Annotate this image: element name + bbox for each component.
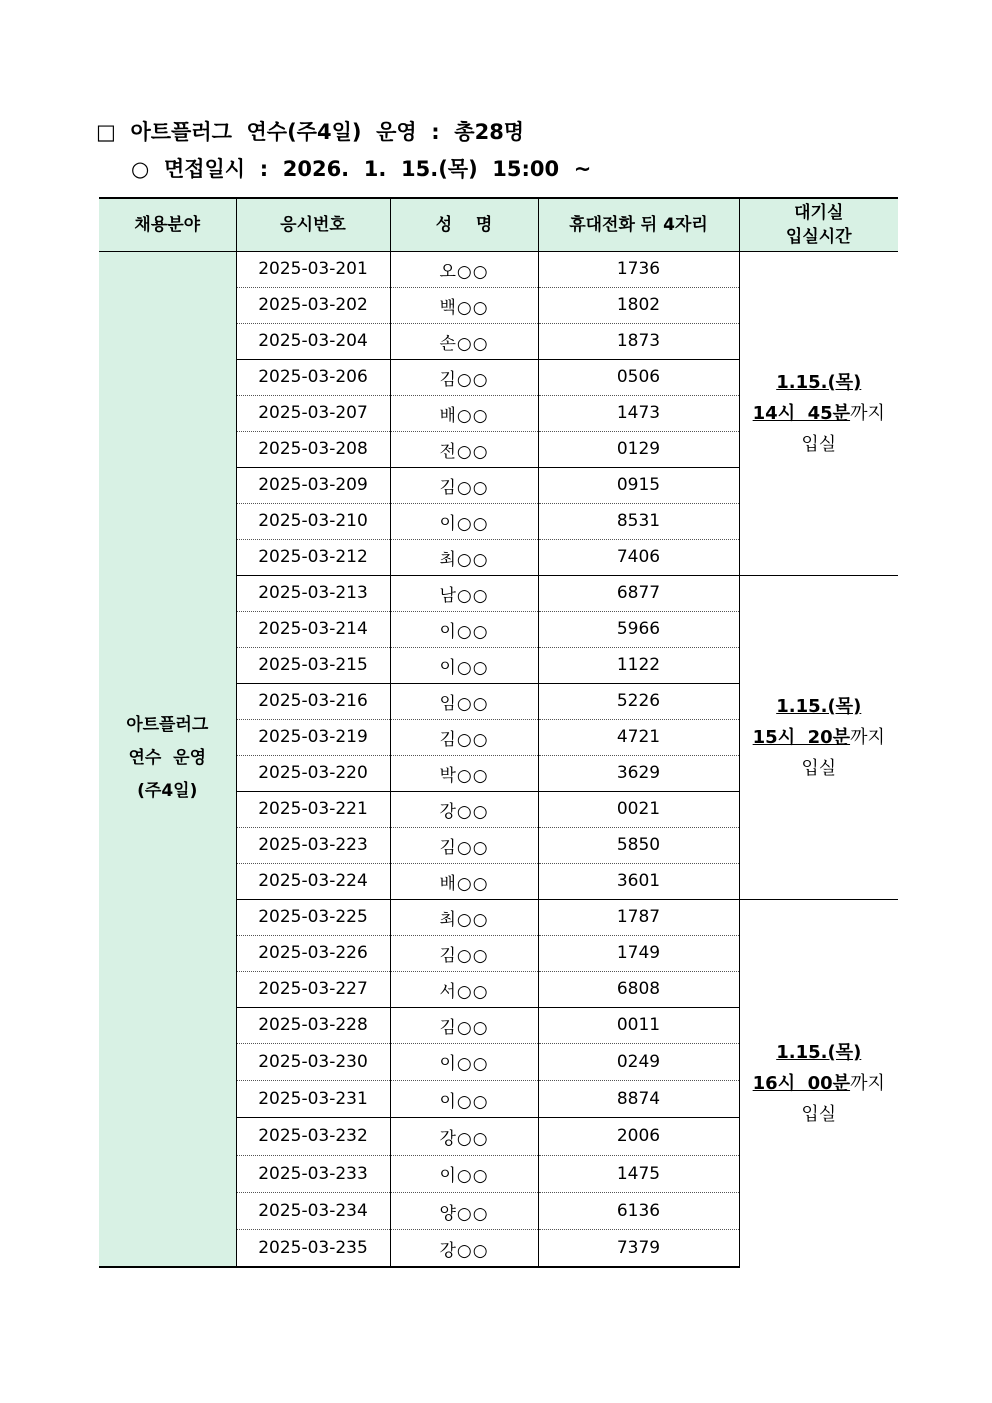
- phone-last4: 1475: [538, 1155, 739, 1192]
- header-phone: 휴대전화 뒤 4자리: [538, 198, 739, 251]
- applicant-name: 남○○: [390, 575, 538, 611]
- entry-suffix: 까지: [850, 402, 885, 424]
- phone-last4: 1787: [538, 899, 739, 935]
- phone-last4: 3629: [538, 755, 739, 791]
- applicant-name: 백○○: [390, 287, 538, 323]
- applicant-name: 전○○: [390, 431, 538, 467]
- entry-time-cell: [739, 899, 898, 1267]
- field-line1: 아트플러그: [126, 715, 209, 736]
- phone-last4: 6136: [538, 1193, 739, 1230]
- applicant-name: 강○○: [390, 1230, 538, 1267]
- applicant-name: 김○○: [390, 827, 538, 863]
- entry-date: 1.15.(목): [776, 695, 862, 717]
- phone-last4: 8874: [538, 1080, 739, 1117]
- phone-last4: 5966: [538, 611, 739, 647]
- table-header-row: [99, 198, 898, 251]
- applicant-number: 2025-03-219: [236, 719, 390, 755]
- applicant-number: 2025-03-208: [236, 431, 390, 467]
- table-body: [99, 251, 898, 1267]
- applicant-number: 2025-03-201: [236, 251, 390, 287]
- field-line3: (주4일): [137, 781, 198, 802]
- phone-last4: 0915: [538, 467, 739, 503]
- applicant-name: 배○○: [390, 395, 538, 431]
- applicant-number: 2025-03-202: [236, 287, 390, 323]
- applicant-number: 2025-03-225: [236, 899, 390, 935]
- applicant-number: 2025-03-235: [236, 1230, 390, 1267]
- applicant-name: 강○○: [390, 1118, 538, 1155]
- entry-time-cell: [739, 251, 898, 575]
- entry-date: 1.15.(목): [776, 1041, 862, 1063]
- entry-time-cell: [739, 575, 898, 899]
- phone-last4: 0129: [538, 431, 739, 467]
- applicant-name: 김○○: [390, 1007, 538, 1043]
- applicant-number: 2025-03-228: [236, 1007, 390, 1043]
- phone-last4: 6808: [538, 971, 739, 1007]
- header-number: 응시번호: [236, 198, 390, 251]
- phone-last4: 0249: [538, 1043, 739, 1080]
- applicant-number: 2025-03-226: [236, 935, 390, 971]
- phone-last4: 1736: [538, 251, 739, 287]
- applicant-number: 2025-03-210: [236, 503, 390, 539]
- applicant-name: 이○○: [390, 611, 538, 647]
- header-entry-line2: 입실시간: [785, 226, 852, 247]
- applicant-name: 양○○: [390, 1193, 538, 1230]
- applicant-name: 임○○: [390, 683, 538, 719]
- phone-last4: 0021: [538, 791, 739, 827]
- entry-time: 16시 00분: [752, 1072, 851, 1094]
- applicant-number: 2025-03-220: [236, 755, 390, 791]
- phone-last4: 1802: [538, 287, 739, 323]
- applicant-number: 2025-03-227: [236, 971, 390, 1007]
- phone-last4: 8531: [538, 503, 739, 539]
- applicant-name: 김○○: [390, 359, 538, 395]
- section-title: □ 아트플러그 연수(주4일) 운영 : 총28명: [96, 120, 525, 144]
- applicant-name: 최○○: [390, 539, 538, 575]
- entry-time: 14시 45분: [752, 402, 851, 424]
- entry-note: 입실: [801, 1103, 837, 1125]
- entry-time: 15시 20분: [752, 726, 851, 748]
- table-row: [99, 251, 898, 287]
- phone-last4: 7406: [538, 539, 739, 575]
- applicant-number: 2025-03-230: [236, 1043, 390, 1080]
- applicant-number: 2025-03-223: [236, 827, 390, 863]
- phone-last4: 2006: [538, 1118, 739, 1155]
- applicant-name: 오○○: [390, 251, 538, 287]
- entry-note: 입실: [801, 757, 837, 779]
- applicant-number: 2025-03-214: [236, 611, 390, 647]
- applicant-name: 이○○: [390, 1080, 538, 1117]
- applicant-number: 2025-03-221: [236, 791, 390, 827]
- entry-suffix: 까지: [850, 1072, 885, 1094]
- applicant-table: [99, 197, 898, 1268]
- applicant-name: 서○○: [390, 971, 538, 1007]
- header-name: 성 명: [390, 198, 538, 251]
- applicant-number: 2025-03-209: [236, 467, 390, 503]
- applicant-number: 2025-03-233: [236, 1155, 390, 1192]
- field-line2: 연수 운영: [128, 748, 207, 769]
- applicant-name: 김○○: [390, 467, 538, 503]
- applicant-number: 2025-03-216: [236, 683, 390, 719]
- applicant-name: 이○○: [390, 1043, 538, 1080]
- applicant-name: 김○○: [390, 935, 538, 971]
- phone-last4: 1749: [538, 935, 739, 971]
- phone-last4: 6877: [538, 575, 739, 611]
- phone-last4: 1873: [538, 323, 739, 359]
- phone-last4: 3601: [538, 863, 739, 899]
- phone-last4: 5226: [538, 683, 739, 719]
- phone-last4: 1122: [538, 647, 739, 683]
- applicant-number: 2025-03-234: [236, 1193, 390, 1230]
- phone-last4: 0011: [538, 1007, 739, 1043]
- applicant-number: 2025-03-232: [236, 1118, 390, 1155]
- applicant-number: 2025-03-204: [236, 323, 390, 359]
- entry-note: 입실: [801, 433, 837, 455]
- phone-last4: 7379: [538, 1230, 739, 1267]
- applicant-name: 김○○: [390, 719, 538, 755]
- applicant-number: 2025-03-207: [236, 395, 390, 431]
- applicant-name: 박○○: [390, 755, 538, 791]
- entry-suffix: 까지: [850, 726, 885, 748]
- applicant-number: 2025-03-215: [236, 647, 390, 683]
- phone-last4: 4721: [538, 719, 739, 755]
- interview-datetime: ○ 면접일시 : 2026. 1. 15.(목) 15:00 ~: [131, 157, 592, 181]
- phone-last4: 0506: [538, 359, 739, 395]
- applicant-name: 최○○: [390, 899, 538, 935]
- field-cell: [99, 251, 236, 1267]
- applicant-number: 2025-03-206: [236, 359, 390, 395]
- applicant-number: 2025-03-224: [236, 863, 390, 899]
- applicant-name: 이○○: [390, 647, 538, 683]
- entry-date: 1.15.(목): [776, 371, 862, 393]
- applicant-number: 2025-03-212: [236, 539, 390, 575]
- applicant-name: 손○○: [390, 323, 538, 359]
- applicant-name: 배○○: [390, 863, 538, 899]
- phone-last4: 1473: [538, 395, 739, 431]
- applicant-name: 이○○: [390, 1155, 538, 1192]
- applicant-name: 이○○: [390, 503, 538, 539]
- applicant-number: 2025-03-213: [236, 575, 390, 611]
- header-entry-line1: 대기실: [794, 202, 844, 223]
- phone-last4: 5850: [538, 827, 739, 863]
- applicant-number: 2025-03-231: [236, 1080, 390, 1117]
- applicant-name: 강○○: [390, 791, 538, 827]
- header-field: 채용분야: [99, 198, 236, 251]
- header-entry-time: [739, 198, 898, 251]
